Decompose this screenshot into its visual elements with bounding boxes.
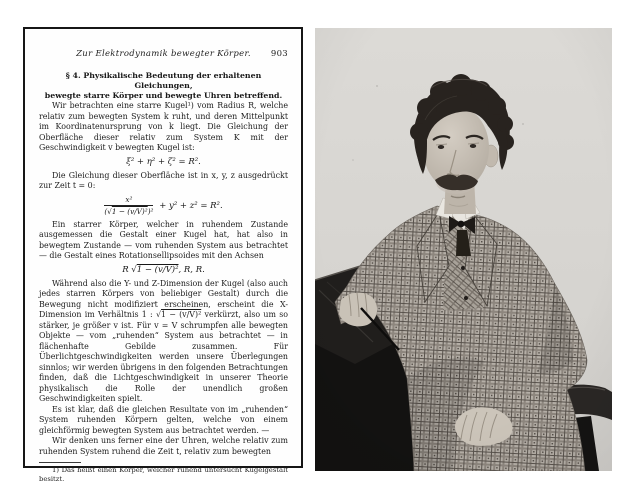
running-header — [39, 49, 288, 59]
paragraph-2: Die Gleichung dieser Oberfläche ist in x, y, z ausgedrückt zur Zeit t = 0: — [39, 170, 288, 190]
fraction-denominator — [104, 206, 153, 216]
paragraph-4-radicand: 1 − (v/V)² — [160, 310, 202, 320]
formula-sphere: ξ² + η² + ζ² = R². — [126, 156, 201, 167]
section-heading — [39, 71, 288, 101]
running-header-title: Zur Elektrodynamik bewegter Körper. — [76, 49, 251, 59]
einstein-portrait-illustration — [315, 28, 612, 471]
formula-ellipsoid — [39, 195, 288, 216]
formula-axes — [39, 265, 288, 275]
journal-page-scan — [23, 27, 303, 484]
photo-vignette — [315, 28, 612, 471]
fraction — [104, 195, 153, 216]
denominator-suffix: )² — [147, 206, 154, 216]
section-heading-line1: § 4. Physikalische Bedeutung der erhaltenen Gleichungen, — [65, 71, 262, 90]
einstein-photo — [315, 28, 612, 471]
axes-radicand: 1 − (v/V)² — [136, 264, 179, 275]
axes-suffix: , R, R. — [178, 264, 205, 275]
axes-prefix: R √ — [122, 264, 137, 275]
paragraph-5: Es ist klar, daß die gleichen Resultate von im „ruhenden“ System ruhenden Körpern gelten, welche von einem gleichförmig bewegten System aus betrachtet werden. — — [39, 404, 288, 435]
denominator-prefix: (√ — [104, 206, 112, 216]
footnote: 1) Das heißt einen Körper, welcher ruhend untersucht Kugelgestalt besitzt. — [39, 466, 288, 484]
section-heading-line2: bewegte starre Körper und bewegte Uhren betreffend. — [44, 91, 283, 100]
paragraph-4-before: Während also die Y- und Z-Dimension der Kugel (also auch jedes starren Körpers von beliebiger Gestalt) durch die Bewegung nicht modifiziert erscheinen, erscheint die X-Dimension im Verhältnis 1 : √ — [39, 278, 288, 320]
paragraph-4 — [39, 279, 288, 405]
footnote-divider — [39, 462, 81, 463]
paragraph-3: Ein starrer Körper, welcher in ruhendem Zustande ausgemessen die Gestalt einer Kugel hat, hat also in bewegtem Zustande — vom ruhenden System aus betrachtet — die Gestalt eines Rotationsellipsoides mit den Achsen — [39, 219, 288, 261]
paragraph-1: Wir betrachten eine starre Kugel¹) vom Radius R, welche relativ zum bewegten System k ruht, und deren Mittelpunkt im Koordinatenursprung von k liegt. Die Gleichung der Oberfläche dieser relativ zum System K mit der Geschwindigkeit v bewegten Kugel ist: — [39, 101, 288, 152]
denominator-radicand: 1 − (v/V)² — [111, 206, 148, 216]
page-number: 903 — [270, 49, 288, 59]
paragraph-4-after: verkürzt, also um so stärker, je größer v ist. Für v = V schrumpfen alle bewegten Objekte — vom „ruhenden“ System aus betrachtet — in flächenhafte Gebilde zusammen. Für Überlichtgeschwindigkeiten werden unsere Überlegungen sinnlos; wir werden übrigens in den folgenden Betrachtungen finden, daß die Lichtgeschwindigkeit in unserer Theorie physikalisch die Rolle der unendlich großen Geschwindigkeiten spielt. — [39, 310, 288, 404]
formula-tail: + y² + z² = R². — [159, 200, 223, 211]
paragraph-6: Wir denken uns ferner eine der Uhren, welche relativ zum ruhenden System ruhend die Zeit t, relativ zum bewegten — [39, 436, 288, 456]
fraction-numerator: x² — [104, 195, 153, 206]
